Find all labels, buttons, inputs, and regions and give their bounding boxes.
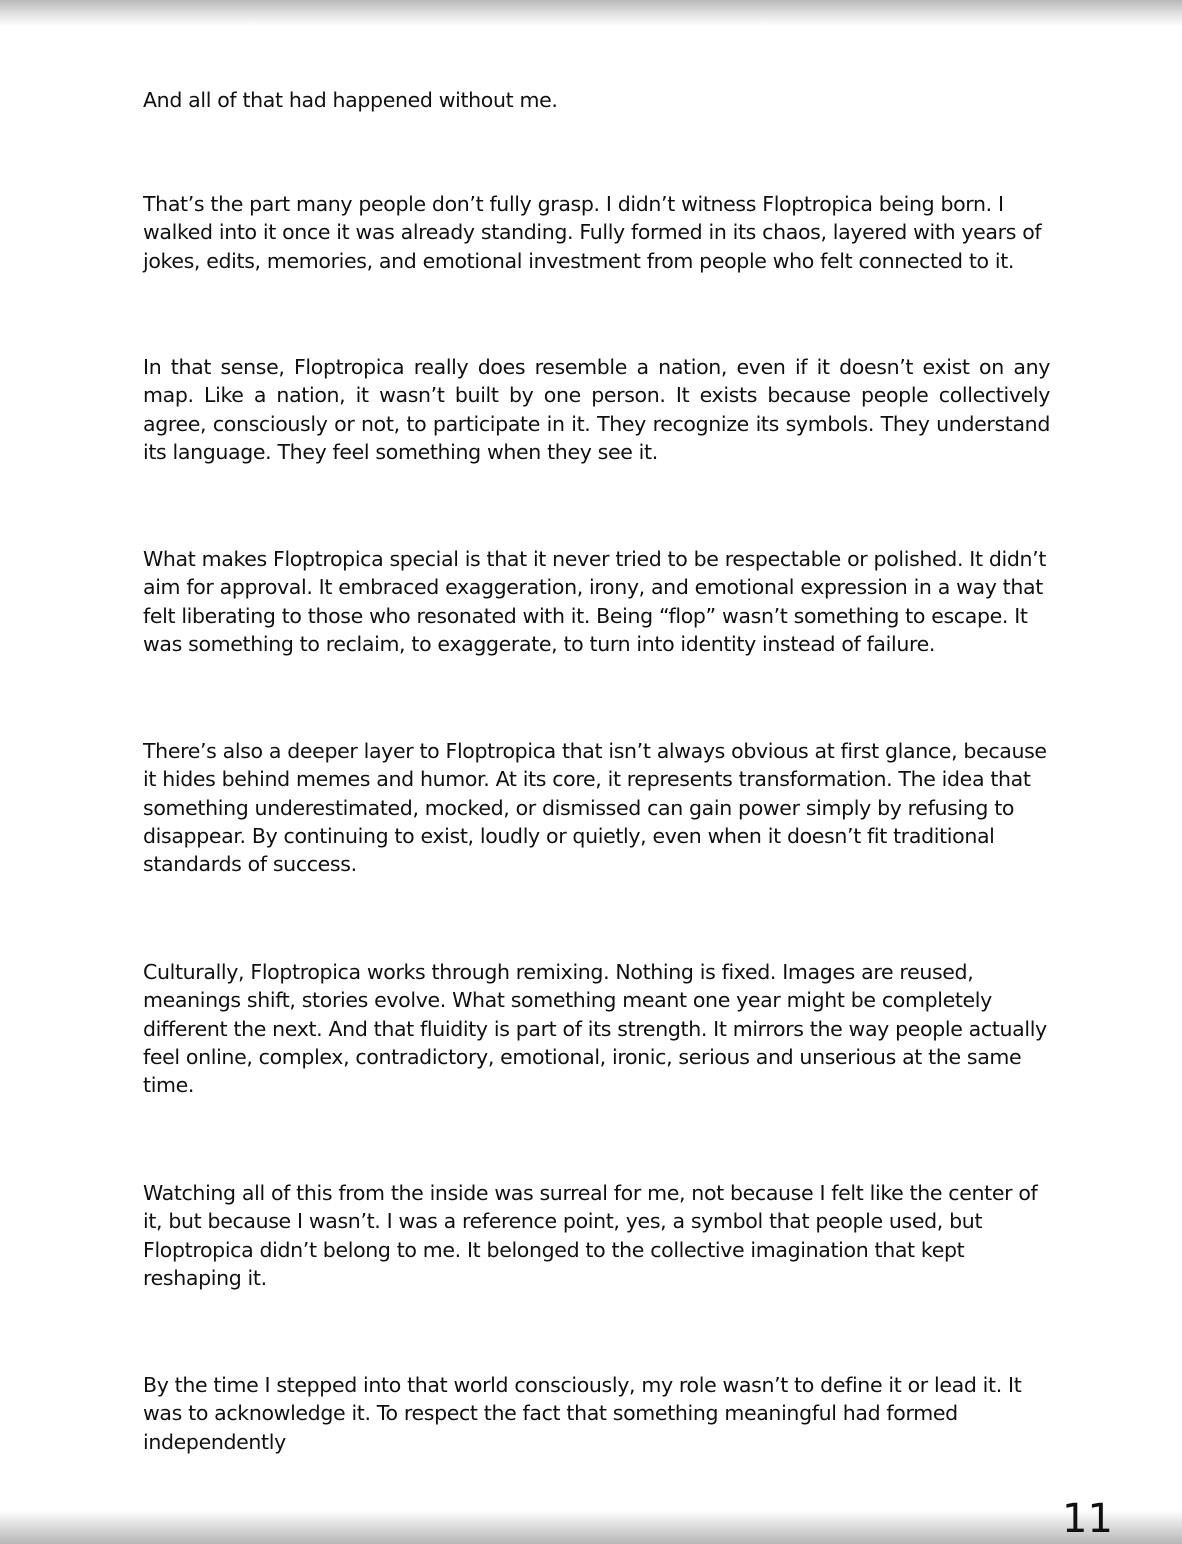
page-number: 11 [1062,1496,1113,1542]
paragraph-4: What makes Floptropica special is that it never tried to be respectable or polished. It didn’t aim for approval. It embraced exaggeration, irony, and emotional expression in a way that felt liberating to those who resonated with it. Being “flop” wasn’t something to escape. It was something to reclaim, to exaggerate, to turn into identity instead of failure. [143,547,1047,656]
paragraph-2: That’s the part many people don’t fully grasp. I didn’t witness Floptropica being born. I walked into it once it was already standing. Fully formed in its chaos, layered with years of jokes, edits, memories, and emotional investment from people who felt connected to it. [143,192,1042,273]
paragraph-3: In that sense, Floptropica really does resemble a nation, even if it doesn’t exist on any map. Like a nation, it wasn’t built by one person. It exists because people collectively agree, consciously or not, to participate in it. They recognize its symbols. They understand its language. They feel something when they see it. [143,355,1050,464]
paragraph-1: And all of that had happened without me. [143,88,558,112]
paragraph-6: Culturally, Floptropica works through remixing. Nothing is fixed. Images are reused, meanings shift, stories evolve. What something meant one year might be completely different the next. And that fluidity is part of its strength. It mirrors the way people actually feel online, complex, contradictory, emotional, ironic, serious and unserious at the same time. [143,960,1047,1098]
paragraph-7: Watching all of this from the inside was surreal for me, not because I felt like the center of it, but because I wasn’t. I was a reference point, yes, a symbol that people used, but Floptropica didn’t belong to me. It belonged to the collective imagination that kept reshaping it. [143,1181,1038,1290]
page-top-shadow [0,0,1182,26]
paragraph-8: By the time I stepped into that world consciously, my role wasn’t to define it or lead it. It was to acknowledge it. To respect the fact that something meaningful had formed independently [143,1373,1022,1454]
paragraph-5: There’s also a deeper layer to Floptropica that isn’t always obvious at first glance, because it hides behind memes and humor. At its core, it represents transformation. The idea that something underestimated, mocked, or dismissed can gain power simply by refusing to disappear. By continuing to exist, loudly or quietly, even when it doesn’t fit traditional standards of success. [143,739,1047,877]
page-bottom-shadow [0,1510,1182,1544]
